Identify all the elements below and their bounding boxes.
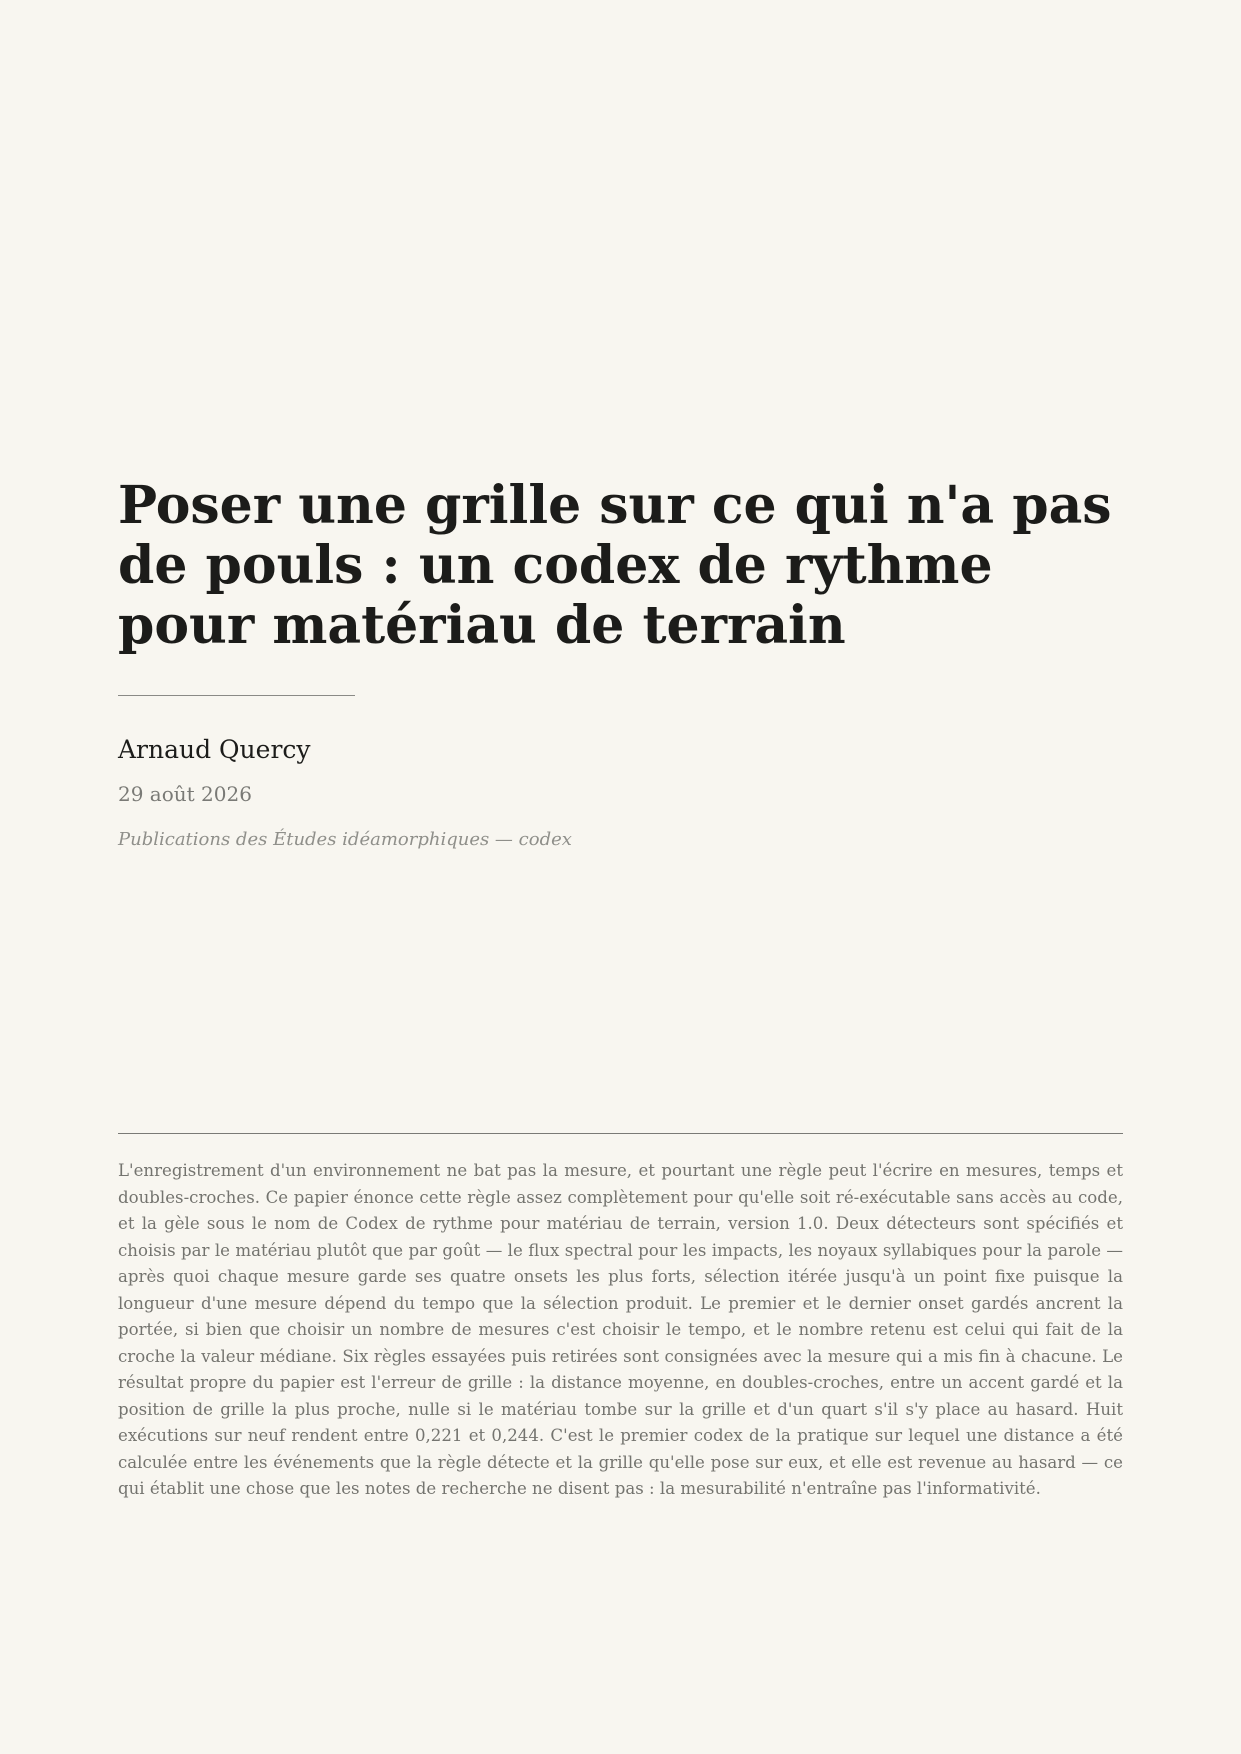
abstract-divider: [118, 1133, 1123, 1134]
abstract-text: L'enregistrement d'un environnement ne bat pas la mesure, et pourtant une règle peut l'écrire en mesures, temps et doubles-croches. Ce papier énonce cette règle assez complètement pour qu'elle soit ré-exécutable sans accès au code, et la gèle sous le nom de Codex de rythme pour matériau de terrain, version 1.0. Deux détecteurs sont spécifiés et choisis par le matériau plutôt que par goût — le flux spectral pour les impacts, les noyaux syllabiques pour la parole — après quoi chaque mesure garde ses quatre onsets les plus forts, sélection itérée jusqu'à un point fixe puisque la longueur d'une mesure dépend du tempo que la sélection produit. Le premier et le dernier onset gardés ancrent la portée, si bien que choisir un nombre de mesures c'est choisir le tempo, et le nombre retenu est celui qui fait de la croche la valeur médiane. Six règles essayées puis retirées sont consignées avec la mesure qui a mis fin à chacune. Le résultat propre du papier est l'erreur de grille : la distance moyenne, en doubles-croches, entre un accent gardé et la position de grille la plus proche, nulle si le matériau tombe sur la grille et d'un quart s'il s'y place au hasard. Huit exécutions sur neuf rendent entre 0,221 et 0,244. C'est le premier codex de la pratique sur lequel une distance a été calculée entre les événements que la règle détecte et la grille qu'elle pose sur eux, et elle est revenue au hasard — ce qui établit une chose que les notes de recherche ne disent pas : la mesurabilité n'entraîne pas l'informativité.: [118, 1161, 1123, 1498]
title-divider: [118, 695, 355, 696]
series-name: Publications des Études idéamorphiques — codex: [118, 829, 572, 850]
title-page: [118, 0, 1123, 1754]
paper-title: Poser une grille sur ce qui n'a pas de pouls : un codex de rythme pour matériau de terrain: [118, 475, 1112, 656]
publication-date: 29 août 2026: [118, 782, 252, 806]
author-name: Arnaud Quercy: [118, 735, 311, 764]
